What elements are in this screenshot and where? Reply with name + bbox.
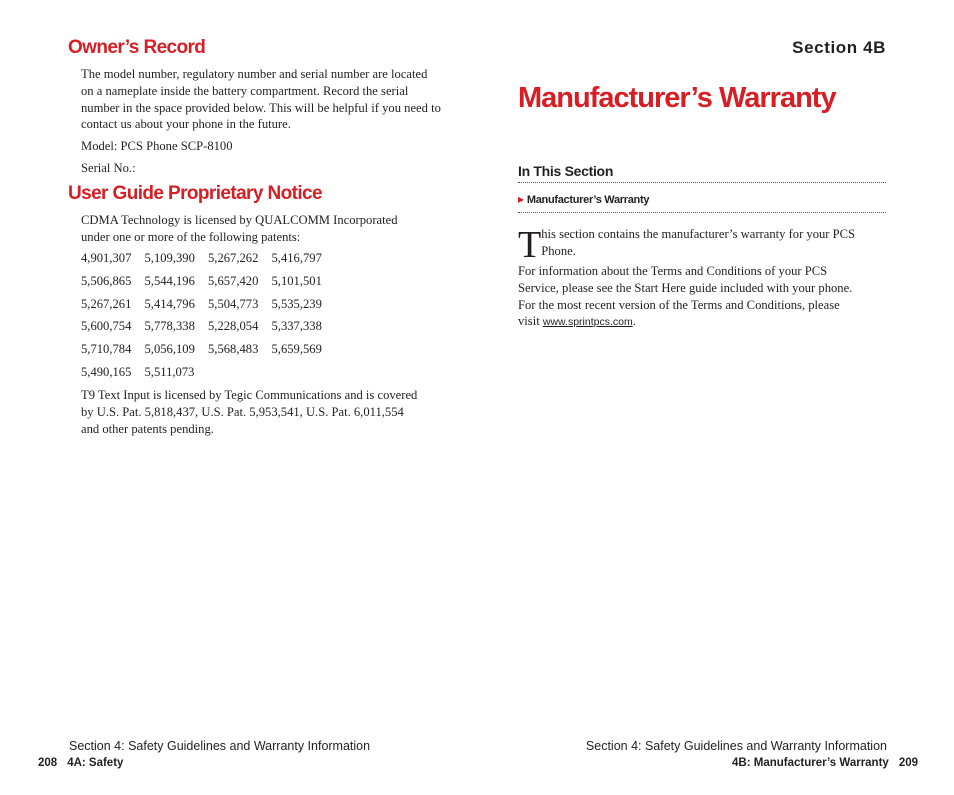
patent-number: 5,710,784 bbox=[81, 342, 132, 357]
patent-number: 5,659,569 bbox=[271, 342, 322, 357]
footer-chapter-right bbox=[732, 757, 918, 769]
patent-number: 5,109,390 bbox=[144, 251, 195, 265]
patent-number: 5,416,797 bbox=[271, 251, 322, 265]
footer-section-line-right: Section 4: Safety Guidelines and Warranty Information bbox=[585, 739, 887, 753]
section-label: Section 4B bbox=[792, 38, 886, 57]
patent-number: 5,267,261 bbox=[81, 296, 132, 311]
terms-text: For information about the Terms and Conditions of your PCS Service, please see the Start Here guide included with your phone. For the most recent version of the Terms and Conditions, please visit bbox=[518, 264, 853, 329]
patent-number: 5,535,239 bbox=[271, 296, 322, 311]
footer-section-line-left: Section 4: Safety Guidelines and Warranty Information bbox=[69, 739, 371, 753]
triangle-bullet-icon: ▶ bbox=[518, 195, 524, 204]
patent-number: 5,600,754 bbox=[81, 319, 132, 334]
serial-number-label: Serial No.: bbox=[81, 161, 136, 175]
patent-row bbox=[81, 318, 335, 341]
model-number: Model: PCS Phone SCP-8100 bbox=[81, 139, 233, 153]
cdma-license-paragraph: CDMA Technology is licensed by QUALCOMM Incorporated under one or more of the following patents: bbox=[81, 213, 398, 244]
owners-record-heading: Owner’s Record bbox=[68, 37, 206, 58]
t9-license-paragraph: T9 Text Input is licensed by Tegic Communications and is covered by U.S. Pat. 5,818,437, U.S. Pat. 5,953,541, U.S. Pat. 6,011,554 and other patents pending. bbox=[81, 388, 418, 436]
patent-number: 5,506,865 bbox=[81, 273, 132, 288]
terms-suffix: . bbox=[632, 314, 636, 329]
patent-list bbox=[81, 250, 335, 387]
patent-number: 5,056,109 bbox=[144, 342, 195, 357]
intro-paragraph bbox=[518, 224, 870, 266]
patent-number: 5,490,165 bbox=[81, 364, 132, 379]
right-page bbox=[477, 0, 954, 795]
in-this-section-heading: In This Section bbox=[518, 163, 614, 179]
patent-row bbox=[81, 273, 335, 296]
footer-chapter-left bbox=[38, 757, 123, 769]
page-number-right: 209 bbox=[898, 757, 918, 769]
divider-top bbox=[518, 182, 886, 183]
patent-row bbox=[81, 296, 335, 319]
patent-row bbox=[81, 250, 335, 273]
chapter-label-left: 4A: Safety bbox=[67, 757, 124, 769]
patent-number: 5,511,073 bbox=[144, 364, 195, 379]
page-title: Manufacturer’s Warranty bbox=[518, 82, 836, 114]
patent-row bbox=[81, 341, 335, 364]
page-number-left: 208 bbox=[38, 757, 58, 769]
patent-number: 5,228,054 bbox=[208, 319, 259, 334]
owners-record-paragraph: The model number, regulatory number and serial number are located on a nameplate inside the battery compartment. Record the serial number in the space provided below. This will be helpful if you need to contact us about your phone in the future. bbox=[81, 67, 441, 132]
patent-number: 5,267,262 bbox=[208, 251, 259, 265]
patent-number: 5,544,196 bbox=[144, 273, 195, 288]
drop-cap: T bbox=[518, 224, 542, 266]
chapter-label-right: 4B: Manufacturer’s Warranty bbox=[732, 757, 889, 769]
patent-row bbox=[81, 364, 335, 387]
patent-number: 5,504,773 bbox=[208, 296, 259, 311]
divider-bottom bbox=[518, 212, 886, 213]
patent-number: 5,778,338 bbox=[144, 319, 195, 334]
intro-text: his section contains the manufacturer’s warranty for your PCS Phone. bbox=[541, 227, 856, 258]
terms-paragraph bbox=[518, 263, 858, 331]
toc-item-manufacturers-warranty[interactable] bbox=[518, 194, 649, 206]
toc-item-label: Manufacturer’s Warranty bbox=[526, 194, 650, 206]
sprintpcs-link[interactable]: www.sprintpcs.com bbox=[542, 316, 633, 329]
patent-number: 4,901,307 bbox=[81, 251, 132, 265]
patent-number: 5,414,796 bbox=[144, 296, 195, 311]
patent-number: 5,101,501 bbox=[271, 273, 322, 288]
proprietary-notice-heading: User Guide Proprietary Notice bbox=[68, 183, 322, 204]
patent-number: 5,568,483 bbox=[208, 342, 259, 357]
patent-number: 5,337,338 bbox=[271, 319, 322, 334]
patent-number: 5,657,420 bbox=[208, 273, 259, 288]
